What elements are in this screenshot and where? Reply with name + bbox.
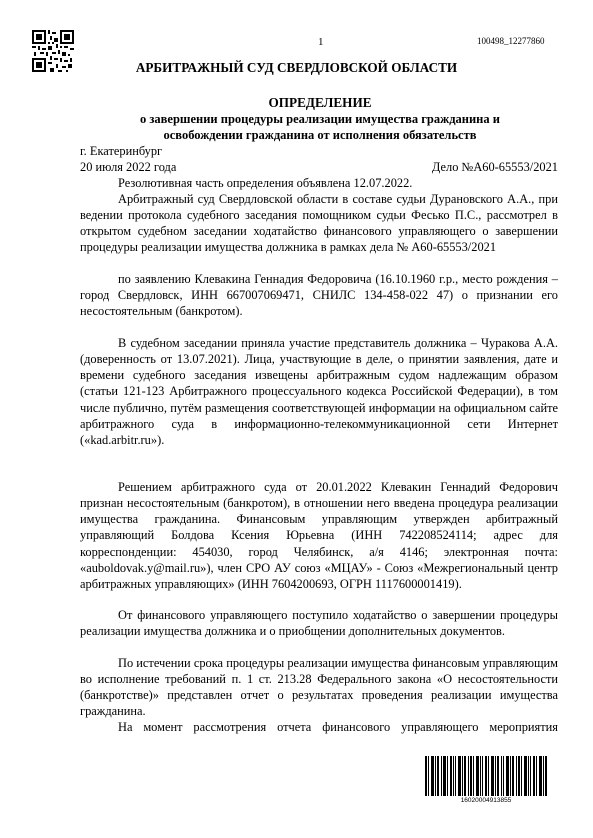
document-code: 100498_12277860 [477,36,545,46]
page-number: 1 [318,36,324,48]
paragraph-bankruptcy-decision: Решением арбитражного суда от 20.01.2022 Клевакин Геннадий Федорович признан несостоятельным (банкротом), в отношении него введена процедура реализации имущества гражданина. Финансовым управляющим утвержден арбитражный управляющий Болдова Ксения Юрьевна (ИНН 742208524114; адрес для корреспонденции: 454030, город Челябинск, а/я 4146; электронная почта: «auboldovak.y@mail.ru»), член СРО АУ союз «МЦАУ» - Союз «Межрегиональный центр арбитражных управляющих» (ИНН 7604200693, ОГРН 1117600001419). [80,480,558,591]
case-number: Дело №А60-65553/2021 [431,160,558,174]
paragraph-hearing: В судебном заседании приняла участие представитель должника – Чуракова А.А. (доверенность от 13.07.2021). Лица, участвующие в деле, о принятии заявления, дате и времени судебного заседания извещены арбитражным судом надлежащим образом (статьи 121-123 Арбитражного процессуального кодекса Российской Федерации), в том числе публично, путём размещения соответствующей информации на официальном сайте арбитражного суда в информационно-телекоммуникационной сети Интернет («kad.arbitr.ru»). [80,336,558,447]
paragraph-motion: От финансового управляющего поступило ходатайство о завершении процедуры реализации имущества должника и о приобщении дополнительных документов. [80,608,558,639]
operative-part-note: Резолютивная часть определения объявлена 12.07.2022. [118,176,413,190]
paragraph-measures: На момент рассмотрения отчета финансового управляющего мероприятия [118,720,558,734]
subtitle-line: освобождении гражданина от исполнения обязательств [163,128,477,142]
paragraph-court-composition: Арбитражный суд Свердловской области в составе судьи Дурановского А.А., при ведении протокола судебного заседания помощником судьи Фесько П.С., рассмотрел в открытом судебном заседании ходатайство финансового управляющего о завершении процедуры реализации имущества должника в рамках дела № А60-65553/2021 [80,192,558,255]
document-subtitle [100,111,540,143]
decision-date: 20 июля 2022 года [80,160,177,174]
document-title: ОПРЕДЕЛЕНИЕ [268,95,372,110]
barcode-number: 16020004913855 [460,797,512,804]
city: г. Екатеринбург [80,144,163,158]
paragraph-applicant: по заявлению Клевакина Геннадия Федоровича (16.10.1960 г.р., место рождения – город Свердловск, ИНН 667007069471, СНИЛС 134-458-022 47) о признании его несостоятельным (банкротом). [80,272,558,319]
paragraph-report: По истечении срока процедуры реализации имущества финансовым управляющим во исполнение требований п. 1 ст. 213.28 Федерального закона «О несостоятельности (банкротстве)» представлен отчет о результатах проведения реализации имущества гражданина. [80,656,558,719]
court-name: АРБИТРАЖНЫЙ СУД СВЕРДЛОВСКОЙ ОБЛАСТИ [135,60,458,75]
barcode-icon [424,756,548,796]
subtitle-line: о завершении процедуры реализации имущества гражданина и [140,112,500,126]
